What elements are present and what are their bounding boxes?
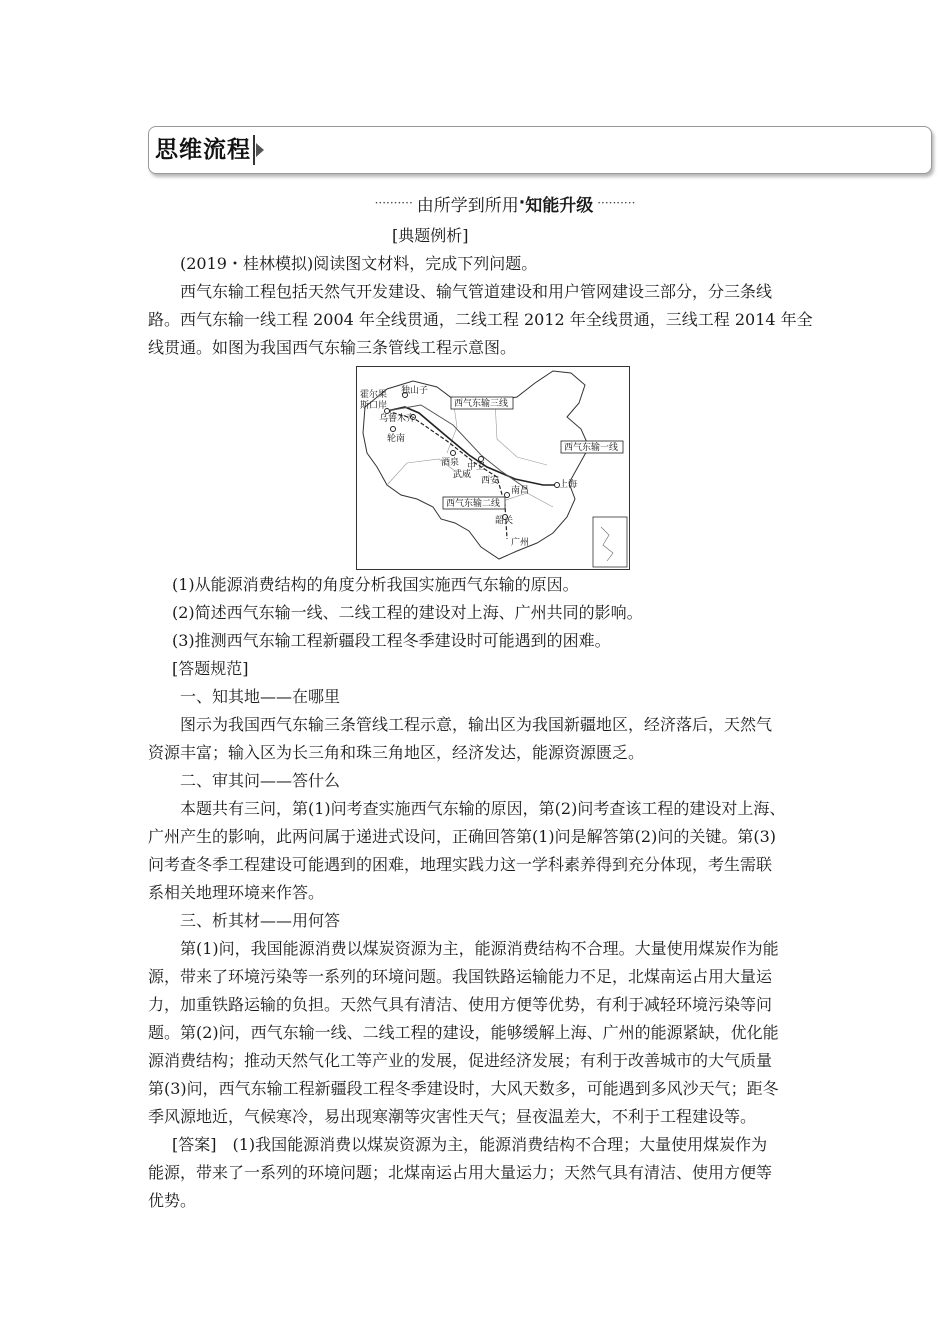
pipeline-map [356, 366, 630, 570]
map-label-lunnan: 轮南 [387, 434, 406, 444]
paragraph-line: 问考查冬季工程建设可能遇到的困难，地理实践力这一学科素养得到充分体现，考生需联 [148, 855, 773, 874]
map-label-khorgos-2: 斯口岸 [360, 401, 388, 411]
map-label-xian: 西安 [481, 476, 500, 486]
paragraph-line: 线贯通。如图为我国西气东输三条管线工程示意图。 [148, 338, 517, 357]
paragraph-line: 第(3)问，西气东输工程新疆段工程冬季建设时，大风天数多，可能遇到多风沙天气；距冬 [148, 1079, 779, 1098]
paragraph-line: 季风源地近，气候寒冷，易出现寒潮等灾害性天气；昼夜温差大，不利于工程建设等。 [148, 1107, 757, 1126]
paragraph-line: 力，加重铁路运输的负担。天然气具有清洁、使用方便等优势，有利于减轻环境污染等问 [148, 995, 773, 1014]
question-3: (3)推测西气东输工程新疆段工程冬季建设时可能遇到的困难。 [172, 631, 611, 650]
map-label-wuwei: 武威 [453, 470, 472, 480]
subheading-right: 知能升级 [525, 195, 594, 216]
subheading-dot: · [518, 193, 526, 213]
paragraph-line: 系相关地理环境来作答。 [148, 883, 325, 902]
subheading-left: 由所学到所用 [416, 195, 519, 216]
map-label-guangzhou: 广州 [511, 538, 530, 548]
section-banner [148, 126, 932, 174]
paragraph-line: 西气东输工程包括天然气开发建设、输气管道建设和用户管网建设三部分，分三条线 [180, 282, 773, 301]
map-label-khorgos: 霍尔果 [360, 390, 388, 400]
map-label-zhongwei: 中卫 [467, 462, 486, 472]
step-2-heading: 二、审其问——答什么 [180, 771, 341, 790]
answer-line: 能源，带来了一系列的环境问题；北煤南运占用大量运力；天然气具有清洁、使用方便等 [148, 1163, 773, 1182]
source-line: (2019・桂林模拟)阅读图文材料，完成下列问题。 [180, 254, 538, 273]
paragraph-line: 图示为我国西气东输三条管线工程示意，输出区为我国新疆地区，经济落后，天然气 [180, 715, 773, 734]
question-1: (1)从能源消费结构的角度分析我国实施西气东输的原因。 [172, 575, 579, 594]
paragraph-line: 源消费结构；推动天然气化工等产业的发展，促进经济发展；有利于改善城市的大气质量 [148, 1051, 773, 1070]
paragraph-line: 源，带来了环境污染等一系列的环境问题。我国铁路运输能力不足，北煤南运占用大量运 [148, 967, 773, 986]
map-label-urumqi: 乌鲁木齐 [379, 414, 416, 424]
legend-line-1: 西气东输一线 [564, 443, 619, 453]
map-label-shanghai: 上海 [559, 480, 578, 490]
paragraph-line: 资源丰富；输入区为长三角和珠三角地区，经济发达，能源资源匮乏。 [148, 743, 645, 762]
answer-norm-heading: [答题规范] [172, 659, 249, 678]
answer-line: 优势。 [148, 1191, 197, 1210]
banner-title: 思维流程 [155, 135, 255, 165]
legend-line-2: 西气东输二线 [446, 499, 501, 509]
paragraph-line: 本题共有三问，第(1)问考查实施西气东输的原因，第(2)问考查该工程的建设对上海、 [180, 799, 786, 818]
paragraph-line: 第(1)问，我国能源消费以煤炭资源为主，能源消费结构不合理。大量使用煤炭作为能 [180, 939, 779, 958]
question-2: (2)简述西气东输一线、二线工程的建设对上海、广州共同的影响。 [172, 603, 643, 622]
example-heading: [典题例析] [392, 226, 469, 245]
dotted-rule-left: ·········· [374, 196, 413, 210]
map-label-shaoguan: 韶关 [495, 516, 514, 526]
china-outline-svg [357, 367, 629, 569]
paragraph-line: 路。西气东输一线工程 2004 年全线贯通，二线工程 2012 年全线贯通，三线工程 2014 年全 [148, 310, 813, 329]
paragraph-line: 题。第(2)问，西气东输一线、二线工程的建设，能够缓解上海、广州的能源紧缺，优化能 [148, 1023, 779, 1042]
step-1-heading: 一、知其地——在哪里 [180, 687, 341, 706]
legend-line-3: 西气东输三线 [454, 399, 509, 409]
map-label-dushanzi: 独山子 [401, 386, 429, 396]
play-arrow-icon [256, 143, 264, 157]
step-3-heading: 三、析其材——用何答 [180, 911, 341, 930]
dotted-rule-right: ·········· [597, 196, 636, 210]
section-subheading [340, 190, 670, 216]
answer-line: [答案] (1)我国能源消费以煤炭资源为主，能源消费结构不合理；大量使用煤炭作为 [172, 1135, 768, 1154]
map-label-jiuquan: 酒泉 [441, 458, 460, 468]
paragraph-line: 广州产生的影响，此两问属于递进式设问，正确回答第(1)问是解答第(2)问的关键。第(3) [148, 827, 776, 846]
map-label-nanchang: 南昌 [511, 486, 530, 496]
